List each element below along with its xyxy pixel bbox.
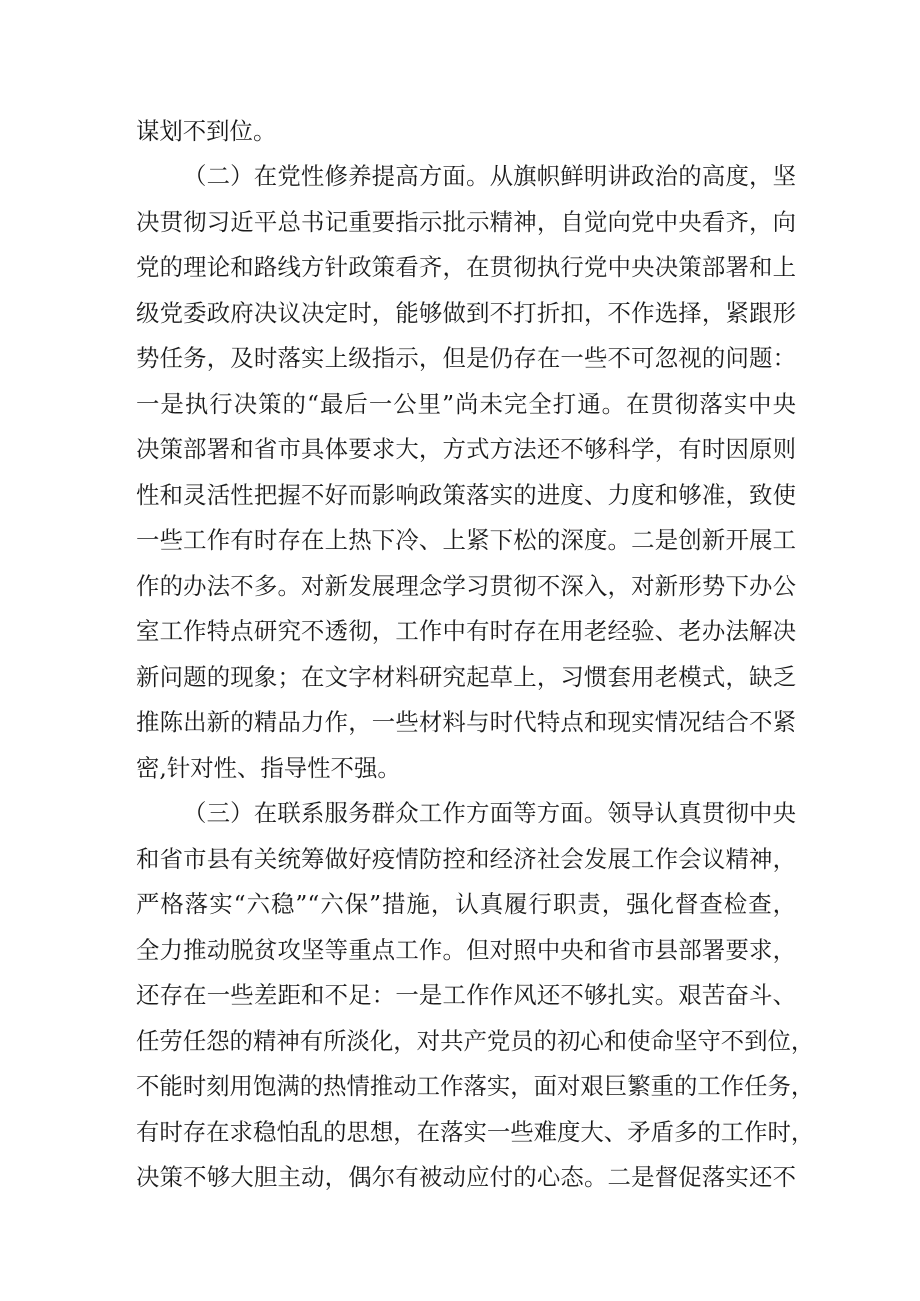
text-line: 性和灵活性把握不好而影响政策落实的进度、力度和够准，致使 xyxy=(136,481,796,509)
text-line: 决贯彻习近平总书记重要指示批示精神，自觉向党中央看齐，向 xyxy=(136,208,796,236)
text-line: 和省市县有关统筹做好疫情防控和经济社会发展工作会议精神， xyxy=(136,845,796,873)
text-line: 一些工作有时存在上热下冷、上紧下松的深度。二是创新开展工 xyxy=(136,526,796,554)
text-line: 严格落实“六稳”“六保”措施，认真履行职责，强化督查检查， xyxy=(136,890,796,918)
text-line: 有时存在求稳怕乱的思想，在落实一些难度大、矛盾多的工作时， xyxy=(136,1118,815,1146)
text-line: 决策部署和省市具体要求大，方式方法还不够科学，有时因原则 xyxy=(136,435,796,463)
paragraph-first-line: （三）在联系服务群众工作方面等方面。领导认真贯彻中央 xyxy=(183,799,796,827)
text-line: 决策不够大胆主动，偶尔有被动应付的心态。二是督促落实还不 xyxy=(136,1163,796,1191)
text-line: 谋划不到位。 xyxy=(136,117,277,145)
text-line: 党的理论和路线方针政策看齐，在贯彻执行党中央决策部署和上 xyxy=(136,253,796,281)
text-line: 势任务，及时落实上级指示，但是仍存在一些不可忽视的问题： xyxy=(136,344,796,372)
text-line: 不能时刻用饱满的热情推动工作落实，面对艰巨繁重的工作任务， xyxy=(136,1072,815,1100)
text-line: 作的办法不多。对新发展理念学习贯彻不深入，对新形势下办公 xyxy=(136,572,796,600)
text-line: 新问题的现象；在文字材料研究起草上，习惯套用老模式，缺乏 xyxy=(136,663,796,691)
text-line: 一是执行决策的“最后一公里”尚未完全打通。在贯彻落实中央 xyxy=(136,390,796,418)
text-line: 级党委政府决议决定时，能够做到不打折扣，不作选择，紧跟形 xyxy=(136,299,796,327)
text-line: 全力推动脱贫攻坚等重点工作。但对照中央和省市县部署要求， xyxy=(136,936,796,964)
paragraph-first-line: （二）在党性修养提高方面。从旗帜鲜明讲政治的高度，坚 xyxy=(183,162,796,190)
text-line: 推陈出新的精品力作，一些材料与时代特点和现实情况结合不紧 xyxy=(136,708,796,736)
text-line: 密,针对性、指导性不强。 xyxy=(136,754,401,782)
text-line: 任劳任怨的精神有所淡化，对共产党员的初心和使命坚守不到位， xyxy=(136,1027,815,1055)
text-line: 室工作特点研究不透彻，工作中有时存在用老经验、老办法解决 xyxy=(136,617,796,645)
text-line: 还存在一些差距和不足：一是工作作风还不够扎实。艰苦奋斗、 xyxy=(136,981,796,1009)
